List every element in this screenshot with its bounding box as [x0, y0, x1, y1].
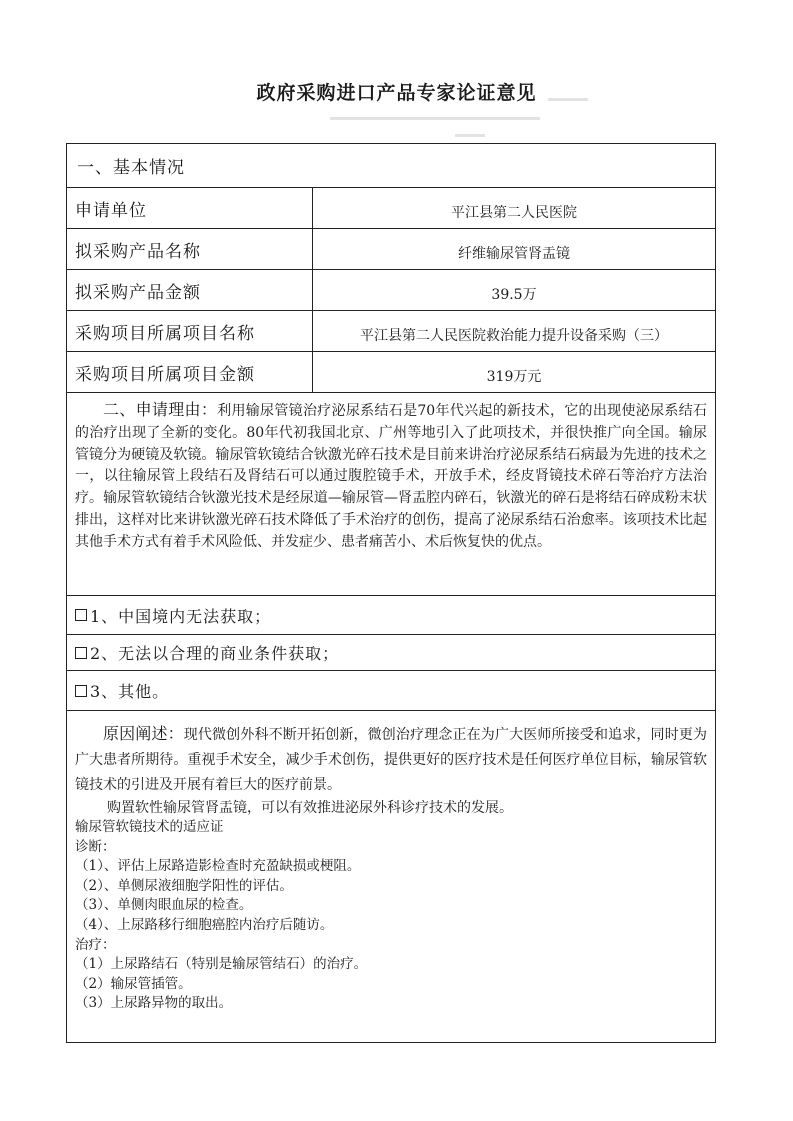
- treatment-item: （2）输尿管插管。: [75, 975, 192, 992]
- option-3: [75, 671, 169, 710]
- application-reason-text: [75, 399, 707, 554]
- option-row-3: [67, 671, 715, 711]
- purchase-note: 购置软性输尿管肾盂镜，可以有效推进泌尿外科诊疗技术的发展。: [107, 800, 513, 816]
- option-row-2: [67, 635, 715, 671]
- diagnosis-item: （4）、上尿路移行细胞癌腔内治疗后随访。: [75, 916, 334, 933]
- reason-statement: [75, 721, 707, 1014]
- info-row-applicant: [67, 188, 715, 229]
- diagnosis-title: 诊断：: [75, 838, 116, 855]
- diagnosis-item: （3）、单侧肉眼血尿的检查。: [75, 897, 253, 914]
- treatment-item: （1）上尿路结石（特别是输尿管结石）的治疗。: [75, 956, 368, 973]
- show-through-mark: [455, 134, 485, 137]
- page-title: 政府采购进口产品专家论证意见: [256, 82, 537, 104]
- option-2: [75, 635, 339, 670]
- reason-statement-lead: 原因阐述：: [103, 724, 184, 743]
- info-row-product-amount: [67, 270, 715, 311]
- reason-statement-row: [67, 711, 715, 1044]
- info-row-project-name: [67, 311, 715, 352]
- treatment-item: （3）上尿路异物的取出。: [75, 995, 233, 1012]
- info-label: 采购项目所属项目金额: [75, 364, 255, 385]
- application-reason-lead: 二、申请理由：: [103, 400, 218, 419]
- show-through-mark: [330, 117, 540, 120]
- indications-title: 输尿管软镜技术的适应证: [75, 819, 224, 835]
- option-1: [75, 596, 271, 634]
- info-label: 拟采购产品名称: [75, 241, 201, 262]
- info-value: 319万元: [486, 369, 542, 385]
- application-reason-row: [67, 393, 715, 596]
- checkbox[interactable]: [75, 609, 87, 621]
- option-label: 3、其他。: [90, 682, 170, 701]
- application-reason-body: 利用输尿管镜治疗泌尿系结石是70年代兴起的新技术，它的出现使泌尿系结石的治疗出现了全新的变化。80年代初我国北京、广州等地引入了此项技术，并很快推广向全国。输尿管镜分为硬镜及软镜。输尿管软镜结合钬激光碎石技术是目前来讲治疗泌尿系结石病最为先进的技术之一，以往输尿管上段结石及肾结石可以通过腹腔镜手术，开放手术，经皮肾镜技术碎石等治疗方法治疗。输尿管软镜结合钬激光技术是经尿道—输尿管—肾盂腔内碎石，钬激光的碎石是将结石碎成粉末状排出，这样对比来讲钬激光碎石技术降低了手术治疗的创伤，提高了泌尿系结石治愈率。该项技术比起其他手术方式有着手术风险低、并发症少、患者痛苦小、术后恢复快的优点。: [75, 403, 707, 550]
- info-label: 拟采购产品金额: [75, 282, 201, 303]
- info-value: 39.5万: [491, 287, 537, 303]
- info-row-product-name: [67, 229, 715, 270]
- option-row-1: [67, 596, 715, 635]
- checkbox[interactable]: [75, 647, 87, 659]
- info-value: 平江县第二人民医院救治能力提升设备采购（三）: [360, 328, 668, 344]
- diagnosis-item: （1）、评估上尿路造影检查时充盈缺损或梗阻。: [75, 858, 361, 875]
- info-label: 申请单位: [75, 200, 147, 221]
- info-value: 平江县第二人民医院: [451, 205, 577, 221]
- option-label: 2、无法以合理的商业条件获取；: [90, 644, 340, 663]
- reason-statement-body: 现代微创外科不断开拓创新，微创治疗理念正在为广大医师所接受和追求，同时更为广大患者所期待。重视手术安全，减少手术创伤，提供更好的医疗技术是任何医疗单位目标，输尿管软镜技术的引进及开展有着巨大的医疗前景。: [75, 727, 707, 793]
- show-through-mark: [548, 98, 588, 101]
- treatment-title: 治疗：: [75, 936, 116, 953]
- diagnosis-item: （2）、单侧尿液细胞学阳性的评估。: [75, 877, 293, 894]
- basic-info-heading: 一、基本情况: [77, 158, 185, 178]
- info-label: 采购项目所属项目名称: [75, 323, 255, 344]
- info-row-project-amount: [67, 352, 715, 393]
- reason-statement-text: [75, 721, 707, 798]
- form-table: [66, 143, 716, 1043]
- option-label: 1、中国境内无法获取；: [90, 606, 272, 626]
- info-value: 纤维输尿管肾盂镜: [458, 246, 570, 262]
- checkbox[interactable]: [75, 685, 87, 697]
- basic-info-heading-row: [67, 144, 715, 188]
